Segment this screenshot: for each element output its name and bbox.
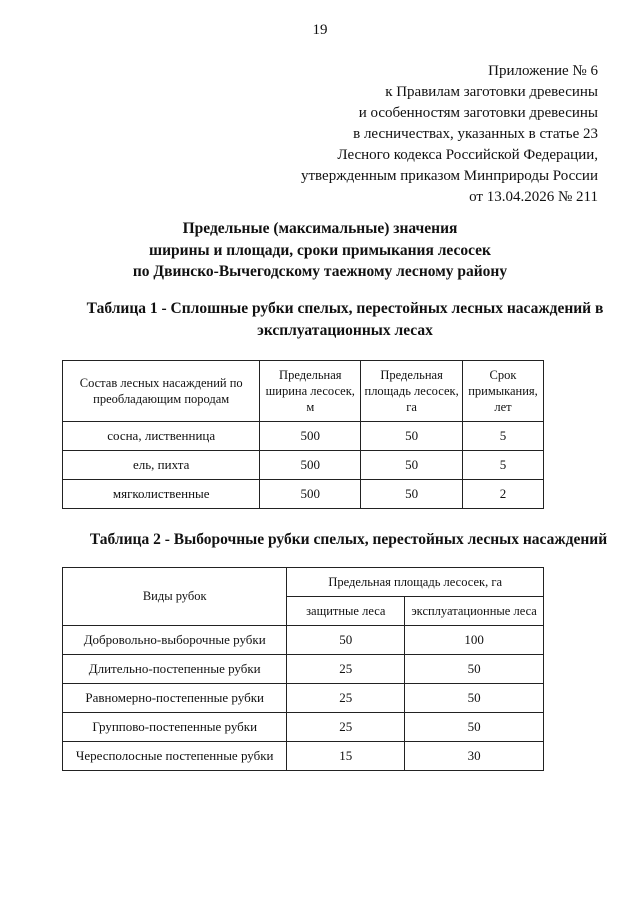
table1-header-cell: Срок примыкания, лет: [463, 361, 544, 422]
table1-cell: 50: [361, 422, 463, 451]
table2-cell: Группово-постепенные рубки: [63, 713, 287, 742]
appendix-line: Приложение № 6: [488, 63, 598, 79]
table2-cell: 50: [405, 684, 544, 713]
table2-header-row: [63, 568, 544, 597]
table2-row: [63, 742, 544, 771]
table2-cell: 30: [405, 742, 544, 771]
table1-header-cell: Предельная ширина лесосек, м: [260, 361, 361, 422]
table1-cell: мягколиственные: [63, 480, 260, 509]
document-title-line: Предельные (максимальные) значения: [182, 220, 458, 237]
document-title: [0, 218, 640, 283]
table2-header-area: Предельная площадь лесосек, га: [287, 568, 544, 597]
table1: [62, 360, 544, 509]
appendix-line: к Правилам заготовки древесины: [385, 84, 598, 100]
appendix-line: и особенностям заготовки древесины: [358, 105, 598, 121]
table2-cell: Чересполосные постепенные рубки: [63, 742, 287, 771]
appendix-line: в лесничествах, указанных в статье 23: [353, 126, 598, 142]
table1-title: [80, 298, 610, 341]
table2-cell: Равномерно-постепенные рубки: [63, 684, 287, 713]
table2-cell: 50: [405, 655, 544, 684]
table1-row: [63, 480, 544, 509]
table2-cell: 25: [287, 684, 405, 713]
table2-cell: Добровольно-выборочные рубки: [63, 626, 287, 655]
table1-header-row: [63, 361, 544, 422]
table1-row: [63, 422, 544, 451]
table2-header-exploitation: эксплуатационные леса: [405, 597, 544, 626]
table1-cell: 500: [260, 451, 361, 480]
table1-cell: 5: [463, 451, 544, 480]
table1-title-line: Таблица 1 - Сплошные рубки спелых, перестойных лесных насаждений в: [86, 300, 604, 317]
table2-cell: 25: [287, 655, 405, 684]
appendix-line: утвержденным приказом Минприроды России: [301, 168, 598, 184]
table2-header-protective: защитные леса: [287, 597, 405, 626]
table2: [62, 567, 544, 771]
table2-cell: 50: [287, 626, 405, 655]
table1-cell: 500: [260, 480, 361, 509]
table2-cell: 15: [287, 742, 405, 771]
table1-cell: 2: [463, 480, 544, 509]
table1-cell: 50: [361, 480, 463, 509]
page-number: 19: [312, 22, 328, 38]
table1-cell: 500: [260, 422, 361, 451]
table1-cell: 50: [361, 451, 463, 480]
appendix-line: от 13.04.2026 № 211: [469, 189, 598, 205]
appendix-line: Лесного кодекса Российской Федерации,: [337, 147, 598, 163]
table2-cell: 25: [287, 713, 405, 742]
document-title-line: ширины и площади, сроки примыкания лесосек: [149, 241, 491, 259]
table2-header-type: Виды рубок: [63, 568, 287, 626]
table1-title-line: эксплуатационных лесах: [257, 321, 433, 339]
table1-cell: 5: [463, 422, 544, 451]
table2-row: [63, 655, 544, 684]
table2-cell: Длительно-постепенные рубки: [63, 655, 287, 684]
appendix-header: [301, 61, 598, 208]
table2-row: [63, 684, 544, 713]
table2-row: [63, 626, 544, 655]
table2-row: [63, 713, 544, 742]
table2-cell: 100: [405, 626, 544, 655]
document-title-line: по Двинско-Вычегодскому таежному лесному району: [132, 263, 508, 280]
table1-cell: ель, пихта: [63, 451, 260, 480]
table1-header-cell: Состав лесных насаждений по преобладающим породам: [63, 361, 260, 422]
table2-cell: 50: [405, 713, 544, 742]
table1-cell: сосна, лиственница: [63, 422, 260, 451]
table2-title: Таблица 2 - Выборочные рубки спелых, перестойных лесных насаждений: [89, 531, 608, 548]
table1-header-cell: Предельная площадь лесосек, га: [361, 361, 463, 422]
table1-row: [63, 451, 544, 480]
